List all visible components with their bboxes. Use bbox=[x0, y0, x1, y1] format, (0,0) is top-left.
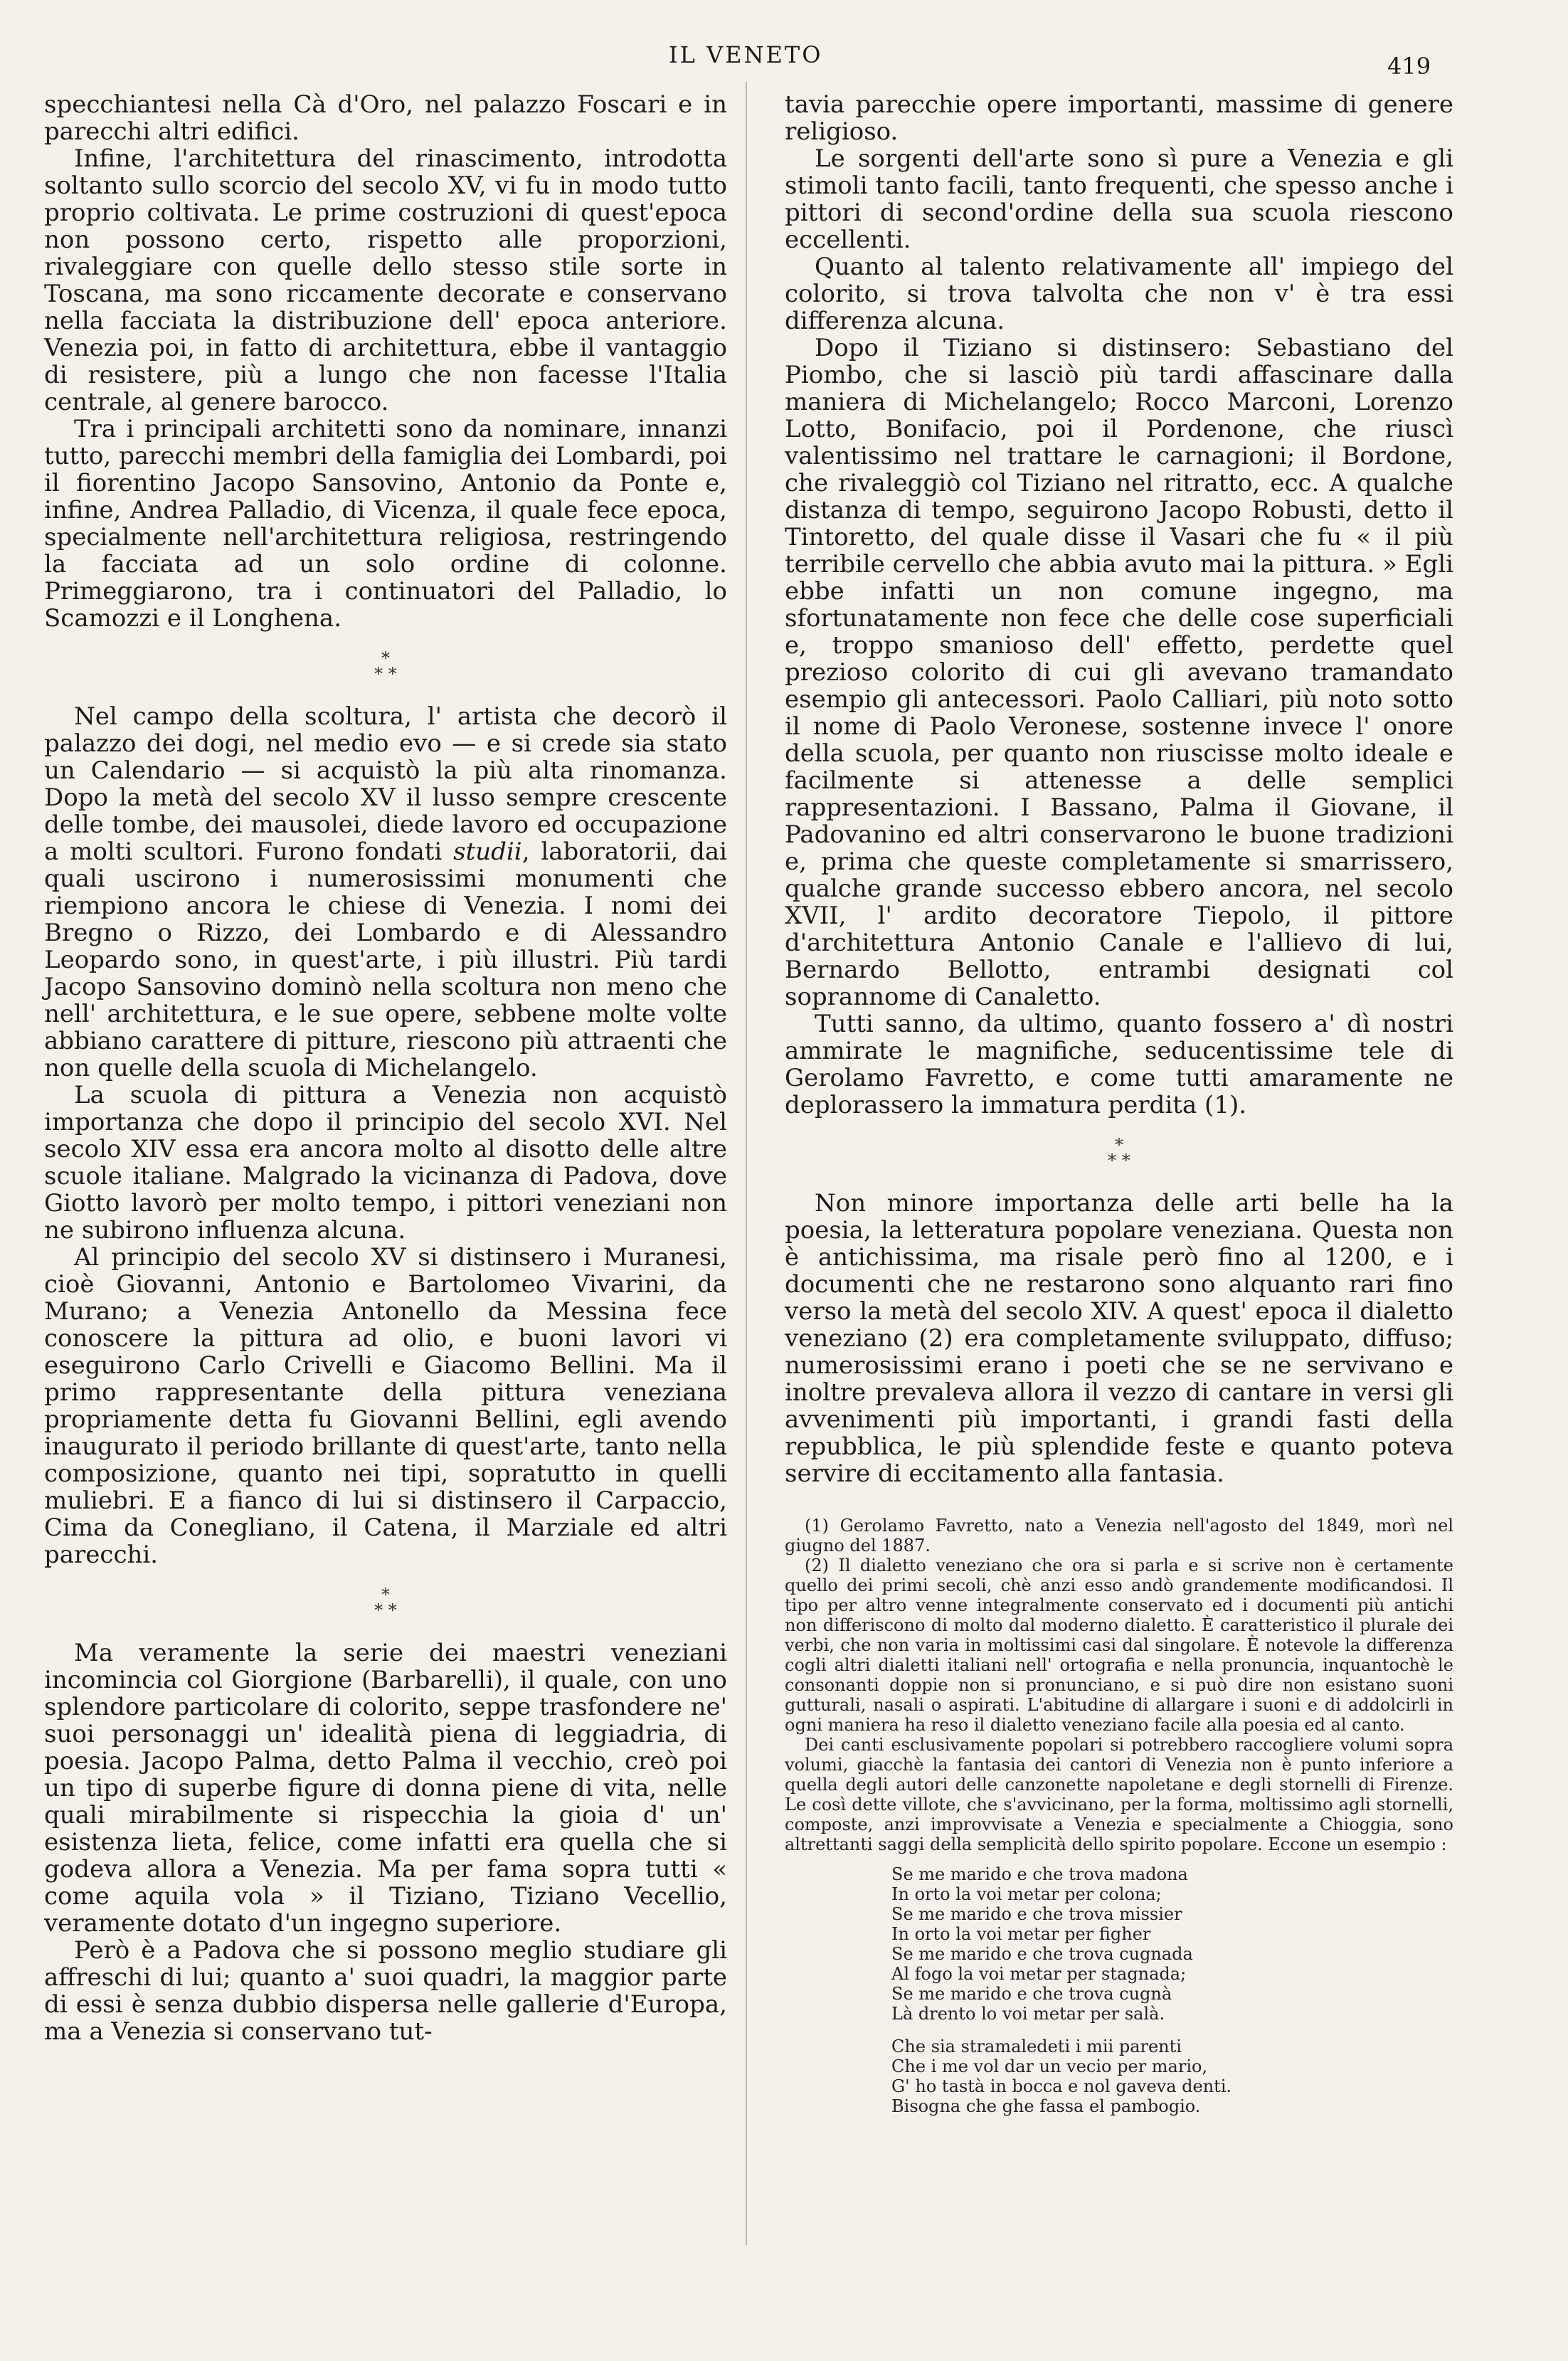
paragraph: Tutti sanno, da ultimo, quanto fossero a' dì nostri ammirate le magnifiche, seducentissime tele di Gerolamo Favretto, e come tutti amaramente ne deplorassero la immatura perdita (1). bbox=[785, 1010, 1453, 1119]
paragraph: Quanto al talento relativamente all' impiego del colorito, si trova talvolta che non v' è tra essi differenza alcuna. bbox=[785, 253, 1453, 335]
poem-line: Là drento lo voi metar per salà. bbox=[891, 2004, 1165, 2024]
footnotes bbox=[785, 1516, 1453, 2116]
paragraph: tavia parecchie opere importanti, massime di genere religioso. bbox=[785, 90, 1453, 146]
paragraph: Al principio del secolo XV si distinsero i Muranesi, cioè Giovanni, Antonio e Bartolomeo Vivarini, da Murano; a Venezia Antonello da Messina fece conoscere la pittura ad olio, e buoni lavori vi eseguirono Carlo Crivelli e Giacomo Bellini. Ma il primo rappresentante della pittura veneziana propriamente detta fu Giovanni Bellini, egli avendo inaugurato il periodo brillante di quest'arte, tanto nella composizione, quanto nei tipi, sopratutto in quelli muliebri. E a fianco di lui si distinsero il Carpaccio, Cima da Conegliano, il Catena, il Marziale ed altri parecchi. bbox=[44, 1243, 727, 1569]
paragraph: specchiantesi nella Cà d'Oro, nel palazzo Foscari e in parecchi altri edifici. bbox=[44, 90, 727, 146]
page-header bbox=[0, 41, 1568, 84]
paragraph: La scuola di pittura a Venezia non acquistò importanza che dopo il principio del secolo XVI. Nel secolo XIV essa era ancora molto al disotto delle altre scuole italiane. Malgrado la vicinanza di Padova, dove Giotto lavorò per molto tempo, i pittori veneziani non ne subirono influenza alcuna. bbox=[44, 1081, 727, 1245]
poem-line: G' ho tastà in bocca e nol gaveva denti. bbox=[891, 2076, 1232, 2096]
left-column bbox=[44, 91, 727, 2045]
poem-line: Se me marido e che trova madona bbox=[891, 1864, 1188, 1884]
poem-line: Al fogo la voi metar per stagnada; bbox=[891, 1964, 1187, 1984]
poem-stanza bbox=[891, 1864, 1453, 2024]
poem-line: In orto la voi metar per figher bbox=[891, 1924, 1151, 1944]
emphasis: studii bbox=[453, 838, 522, 866]
running-title: IL VENETO bbox=[669, 41, 823, 68]
poem-line: Se me marido e che trova cugnà bbox=[891, 1984, 1172, 2004]
poem-line: Se me marido e che trova missier bbox=[891, 1904, 1182, 1924]
poem-line: Che sia stramaledeti i mii parenti bbox=[891, 2037, 1182, 2056]
right-column bbox=[785, 91, 1453, 2129]
paragraph: Dopo il Tiziano si distinsero: Sebastiano del Piombo, che si lasciò più tardi affascinare dalla maniera di Michelangelo; Rocco Marconi, Lorenzo Lotto, Bonifacio, poi il Pordenone, che riuscì valentissimo nel trattare le carnagioni; il Bordone, che rivaleggiò col Tiziano nel ritratto, ecc. A qualche distanza di tempo, seguirono Jacopo Robusti, detto il Tintoretto, del quale disse il Vasari che fu « il più terribile cervello che abbia avuto mai la pittura. » Egli ebbe infatti un non comune ingegno, ma sfortunatamente non fece che delle cose superficiali e, troppo smanioso dell' effetto, perdette quel prezioso colorito di cui gli avevano tramandato esempio gli antecessori. Paolo Calliari, più noto sotto il nome di Paolo Veronese, sostenne invece l' onore della scuola, per quanto non riuscisse molto ideale e facilmente si attenesse a delle semplici rappresentazioni. I Bassano, Palma il Giovane, il Padovanino ed altri conservarono le buone tradizioni e, prima che queste completamente si smarrissero, qualche grande successo ebbero ancora, nel secolo XVII, l' ardito decoratore Tiepolo, il pittore d'architettura Antonio Canale e l'allievo di lui, Bernardo Bellotto, entrambi designati col soprannome di Canaletto. bbox=[785, 334, 1453, 1011]
section-separator: * * * bbox=[374, 648, 397, 684]
footnote: (1) Gerolamo Favretto, nato a Venezia nell'agosto del 1849, morì nel giugno del 1887. bbox=[785, 1516, 1453, 1555]
footnote: Dei canti esclusivamente popolari si potrebbero raccogliere volumi sopra volumi, giacchè la fantasia dei cantori di Venezia non è punto inferiore a quella degli autori delle canzonette napoletane e degli stornelli di Firenze. Le così dette villote, che s'avvicinano, per la forma, moltissimo agli stornelli, composte, anzi improvvisate a Venezia e specialmente a Chioggia, sono altrettanti saggi della semplicità dello spirito popolare. Eccone un esempio : bbox=[785, 1735, 1453, 1854]
poem bbox=[891, 1864, 1453, 2116]
paragraph: Però è a Padova che si possono meglio studiare gli affreschi di lui; quanto a' suoi quadri, la maggior parte di essi è senza dubbio dispersa nelle gallerie d'Europa, ma a Venezia si conservano tut- bbox=[44, 1936, 727, 2046]
paragraph: Le sorgenti dell'arte sono sì pure a Venezia e gli stimoli tanto facili, tanto frequenti, che spesso anche i pittori di second'ordine della sua scuola riescono eccellenti. bbox=[785, 144, 1453, 254]
paragraph: Nel campo della scoltura, l' artista che decorò il palazzo dei dogi, nel medio evo — e si crede sia stato un Calendario — si acquistò la più alta rinomanza. Dopo la metà del secolo XV il lusso sempre crescente delle tombe, dei mausolei, diede lavoro ed occupazione a molti scultori. Furono fondati studii, laboratorii, dai quali uscirono i numerosissimi monumenti che riempiono ancora le chiese di Venezia. I nomi dei Bregno o Rizzo, dei Lombardo e di Alessandro Leopardo sono, in quest'arte, i più illustri. Più tardi Jacopo Sansovino dominò nella scoltura non meno che nell' architettura, e le sue opere, sebbene molte volte abbiano carattere di pitture, riescono più attraenti che non quelle della scuola di Michelangelo. bbox=[44, 702, 727, 1082]
poem-line: In orto la voi metar per colona; bbox=[891, 1884, 1162, 1904]
poem-line: Se me marido e che trova cugnada bbox=[891, 1944, 1193, 1964]
poem-stanza bbox=[891, 2037, 1453, 2116]
paragraph: Ma veramente la serie dei maestri veneziani incomincia col Giorgione (Barbarelli), il quale, con uno splendore particolare di colorito, seppe trasfondere ne' suoi personaggi un' idealità piena di leggiadria, di poesia. Jacopo Palma, detto Palma il vecchio, creò poi un tipo di superbe figure di donna piene di vita, nelle quali mirabilmente si rispecchia la gioia d' un' esistenza lieta, felice, come infatti era quella che si godeva allora a Venezia. Ma per fama sopra tutti « come aquila vola » il Tiziano, Tiziano Vecellio, veramente dotato d'un ingegno superiore. bbox=[44, 1639, 727, 1938]
paragraph: Non minore importanza delle arti belle ha la poesia, la letteratura popolare veneziana. Questa non è antichissima, ma risale però fino al 1200, e i documenti che ne restarono sono alquanto rari fino verso la metà del secolo XIV. A quest' epoca il dialetto veneziano (2) era completamente sviluppato, diffuso; numerosissimi erano i poeti che se ne servivano e inoltre prevaleva allora il vezzo di cantare in versi gli avvenimenti più importanti, i grandi fasti della repubblica, le più splendide feste e quanto poteva servire di eccitamento alla fantasia. bbox=[785, 1189, 1453, 1488]
paragraph: Tra i principali architetti sono da nominare, innanzi tutto, parecchi membri della famiglia dei Lombardi, poi il fiorentino Jacopo Sansovino, Antonio da Ponte e, infine, Andrea Palladio, di Vicenza, il quale fece epoca, specialmente nell'architettura religiosa, restringendo la facciata ad un solo ordine di colonne. Primeggiarono, tra i continuatori del Palladio, lo Scamozzi e il Longhena. bbox=[44, 415, 727, 633]
footnote: (2) Il dialetto veneziano che ora si parla e si scrive non è certamente quello dei primi secoli, chè anzi esso andò grandemente modificandosi. Il tipo per altro venne integralmente conservato ed i documenti più antichi non differiscono di molto dal moderno dialetto. È caratteristico il plurale dei verbi, che non varia in moltissimi casi dal singolare. È notevole la differenza cogli altri dialetti italiani nell' ortografia e nella pronuncia, inquantochè le consonanti doppie non si pronunciano, e si può dire non esistano suoni gutturali, nasali o aspirati. L'abitudine di allargare i suoni e di addolcirli in ogni maniera ha reso il dialetto veneziano facile alla poesia ed al canto. bbox=[785, 1555, 1453, 1735]
column-divider bbox=[746, 82, 747, 2245]
section-separator: * * * bbox=[1108, 1135, 1130, 1171]
section-separator: * * * bbox=[374, 1585, 397, 1620]
page-number: 419 bbox=[1387, 53, 1431, 80]
poem-line: Che i me vol dar un vecio per mario, bbox=[891, 2056, 1208, 2076]
poem-line: Bisogna che ghe fassa el pambogio. bbox=[891, 2096, 1201, 2116]
paragraph: Infine, l'architettura del rinascimento, introdotta soltanto sullo scorcio del secolo XV, vi fu in modo tutto proprio coltivata. Le prime costruzioni di quest'epoca non possono certo, rispetto alle proporzioni, rivaleggiare con quelle dello stesso stile sorte in Toscana, ma sono riccamente decorate e conservano nella facciata la distribuzione dell' epoca anteriore. Venezia poi, in fatto di architettura, ebbe il vantaggio di resistere, più a lungo che non facesse l'Italia centrale, al genere barocco. bbox=[44, 144, 727, 416]
